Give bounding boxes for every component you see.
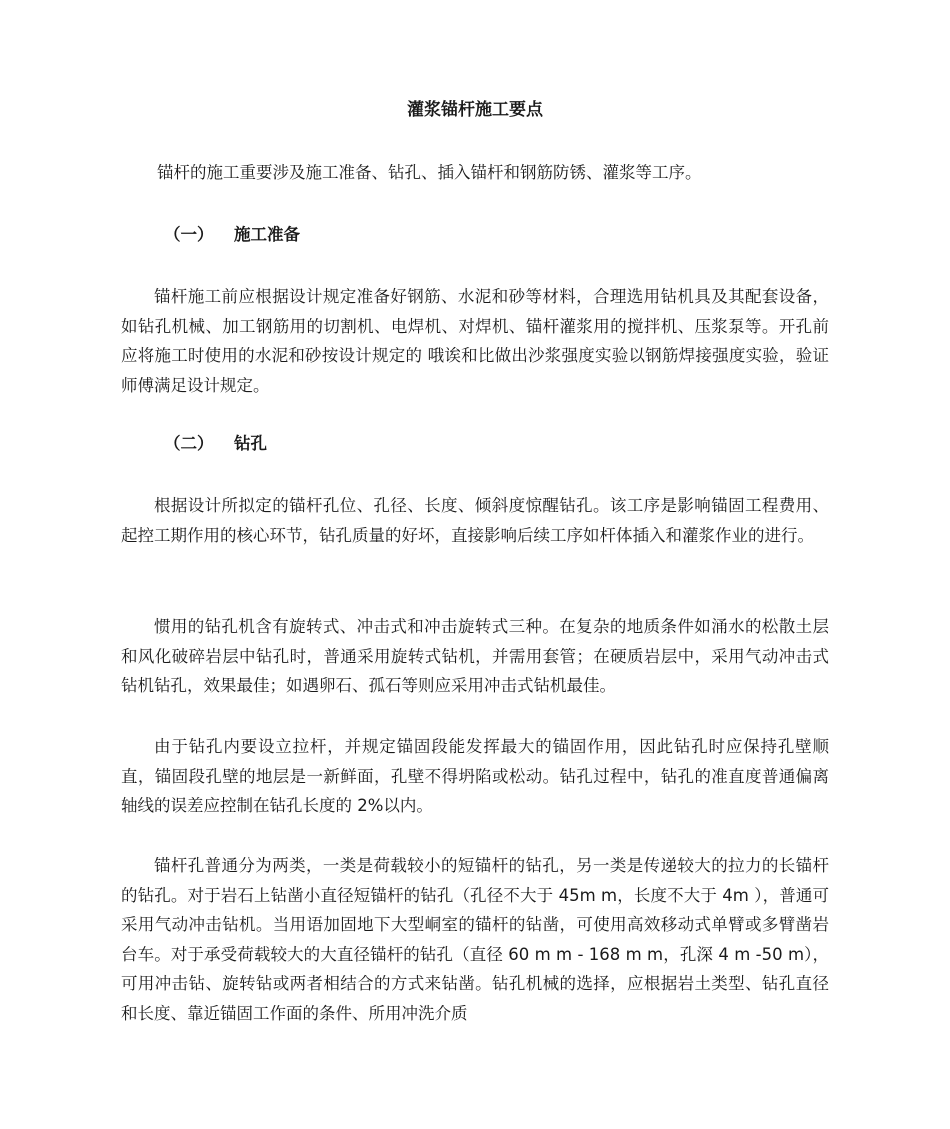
section-heading-preparation: [164, 222, 300, 248]
section-title: 钻孔: [234, 434, 267, 453]
paragraph-drilling-types: 锚杆孔普通分为两类，一类是荷载较小的短锚杆的钻孔，另一类是传递较大的拉力的长锚杆的钻孔。对于岩石上钻凿小直径短锚杆的钻孔（孔径不大于 45m m，长度不大于 4m ），普通可采用气动冲击钻机。当用语加固地下大型峒室的锚杆的钻凿，可使用高效移动式单臂或多臂凿岩台车。对于承受荷载较大的大直径锚杆的钻孔（直径 60 m m - 168 m m，孔深 4 m -50 m），可用冲击钻、旋转钻或两者相结合的方式来钻凿。钻孔机械的选择，应根据岩土类型、钻孔直径和长度、靠近锚固工作面的条件、所用冲洗介质: [121, 856, 829, 1023]
section-heading-drilling: [164, 431, 267, 457]
paragraph-drilling-overview: 根据设计所拟定的锚杆孔位、孔径、长度、倾斜度惊醒钻孔。该工序是影响锚固工程费用、起控工期作用的核心环节，钻孔质量的好坏，直接影响后续工序如杆体插入和灌浆作业的进行。: [121, 496, 829, 545]
section-number: （二）: [164, 434, 214, 453]
section-title: 施工准备: [234, 225, 300, 244]
paragraph-drilling-accuracy: 由于钻孔内要设立拉杆，并规定锚固段能发挥最大的锚固作用，因此钻孔时应保持孔壁顺直，锚固段孔壁的地层是一新鲜面，孔壁不得坍陷或松动。钻孔过程中，钻孔的准直度普通偏离轴线的误差应控制在钻孔长度的 2%以内。: [121, 737, 829, 816]
document-title: 灌浆锚杆施工要点: [407, 100, 543, 120]
paragraph-preparation: 锚杆施工前应根据设计规定准备好钢筋、水泥和砂等材料，合理选用钻机具及其配套设备，如钻孔机械、加工钢筋用的切割机、电焊机、对焊机、锚杆灌浆用的搅拌机、压浆泵等。开孔前应将施工时使用的水泥和砂按设计规定的 哦诶和比做出沙浆强度实验以钢筋焊接强度实验，验证师傅满足设计规定。: [121, 287, 829, 395]
section-number: （一）: [164, 225, 214, 244]
intro-paragraph: 锚杆的施工重要涉及施工准备、钻孔、插入锚杆和钢筋防锈、灌浆等工序。: [157, 163, 702, 182]
paragraph-drilling-machines: 惯用的钻孔机含有旋转式、冲击式和冲击旋转式三种。在复杂的地质条件如涌水的松散土层和风化破碎岩层中钻孔时，普通采用旋转式钻机，并需用套管；在硬质岩层中，采用气动冲击式钻机钻孔，效果最佳；如遇卵石、孤石等则应采用冲击式钻机最佳。: [121, 617, 829, 696]
